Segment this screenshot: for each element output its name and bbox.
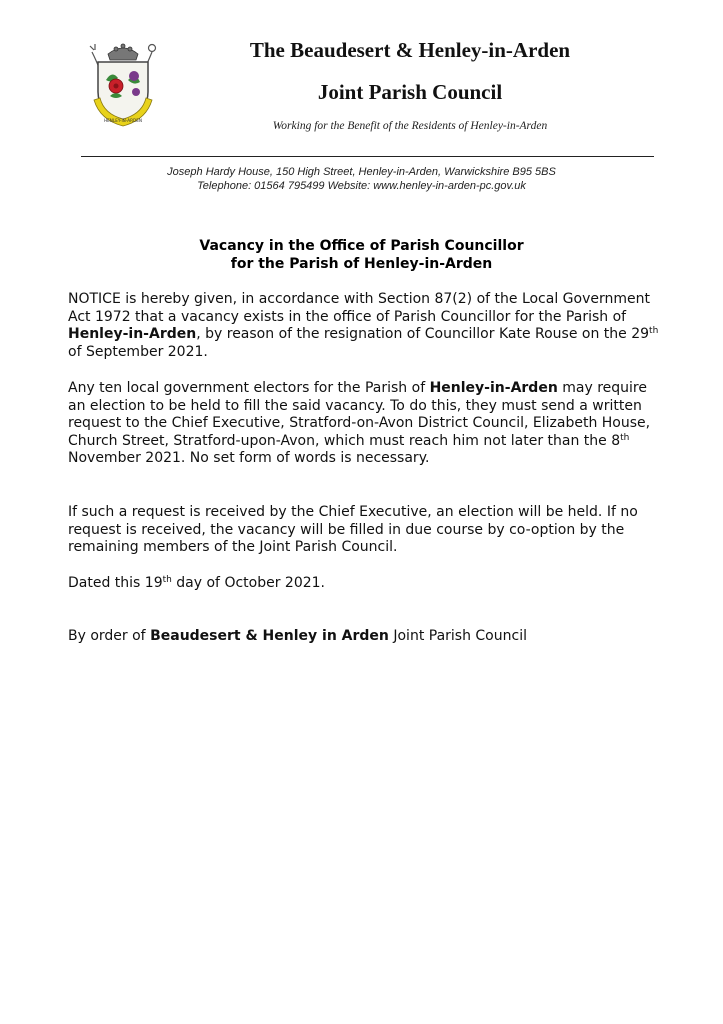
p4-ordinal: th	[162, 575, 172, 585]
notice-paragraph-1	[68, 291, 662, 361]
parish-crest-logo	[86, 40, 160, 128]
p1-parish-name: Henley-in-Arden	[68, 326, 197, 343]
p1-text-c: , by reason of the resignation of Councillor Kate Rouse on the 29	[196, 326, 650, 343]
header-divider	[81, 156, 654, 157]
p4-text-a: Dated this 19	[68, 575, 163, 591]
p5-text-a: By order of	[68, 628, 151, 644]
council-tagline: Working for the Benefit of the Residents of Henley-in-Arden	[272, 120, 548, 132]
p2-text-d: November 2021. No set form of words is necessary.	[68, 450, 430, 467]
p1-ordinal: th	[649, 326, 659, 337]
crest-crown	[108, 44, 138, 60]
address-line: Joseph Hardy House, 150 High Street, Henley-in-Arden, Warwickshire B95 5BS	[167, 166, 556, 178]
p2-parish-name: Henley-in-Arden	[429, 380, 558, 396]
notice-title	[70, 237, 653, 273]
notice-title-line1: Vacancy in the Office of Parish Councillor	[199, 238, 524, 254]
contact-line: Telephone: 01564 795499 Website: www.henley-in-arden-pc.gov.uk	[197, 180, 526, 192]
notice-dated-line	[68, 575, 662, 593]
council-title-line1: The Beaudesert & Henley-in-Arden	[249, 38, 571, 62]
p2-text-c: may require an election to be held to fill the said vacancy. To do this, they must send a written request to the Chief Executive, Stratford-on-Avon District Council, Elizabeth House, Church Street, Stratford-upon-Avon, which must reach him not later than the 8	[68, 380, 651, 449]
notice-signoff	[68, 628, 662, 646]
p2-ordinal: th	[620, 432, 630, 443]
p5-text-c: Joint Parish Council	[388, 628, 527, 644]
notice-paragraph-3: If such a request is received by the Chief Executive, an election will be held. If no request is received, the vacancy will be filled in due course by co-option by the remaining members of the Joint Parish Council.	[68, 504, 638, 556]
crest-scroll-text: HENLEY-IN-ARDEN	[103, 118, 143, 123]
notice-title-line2: for the Parish of Henley-in-Arden	[230, 256, 493, 272]
p5-council-name: Beaudesert & Henley in Arden	[150, 628, 389, 644]
p1-text-d: of September 2021.	[68, 343, 208, 360]
p4-text-b: day of October 2021.	[171, 575, 325, 591]
notice-paragraph-2	[68, 380, 662, 468]
p2-text-a: Any ten local government electors for the Parish of	[68, 380, 430, 396]
council-title-line2: Joint Parish Council	[317, 80, 503, 104]
p1-text-a: NOTICE is hereby given, in accordance with Section 87(2) of the Local Government Act 1972 that a vacancy exists in the office of Parish Councillor for the Parish of	[68, 291, 650, 325]
